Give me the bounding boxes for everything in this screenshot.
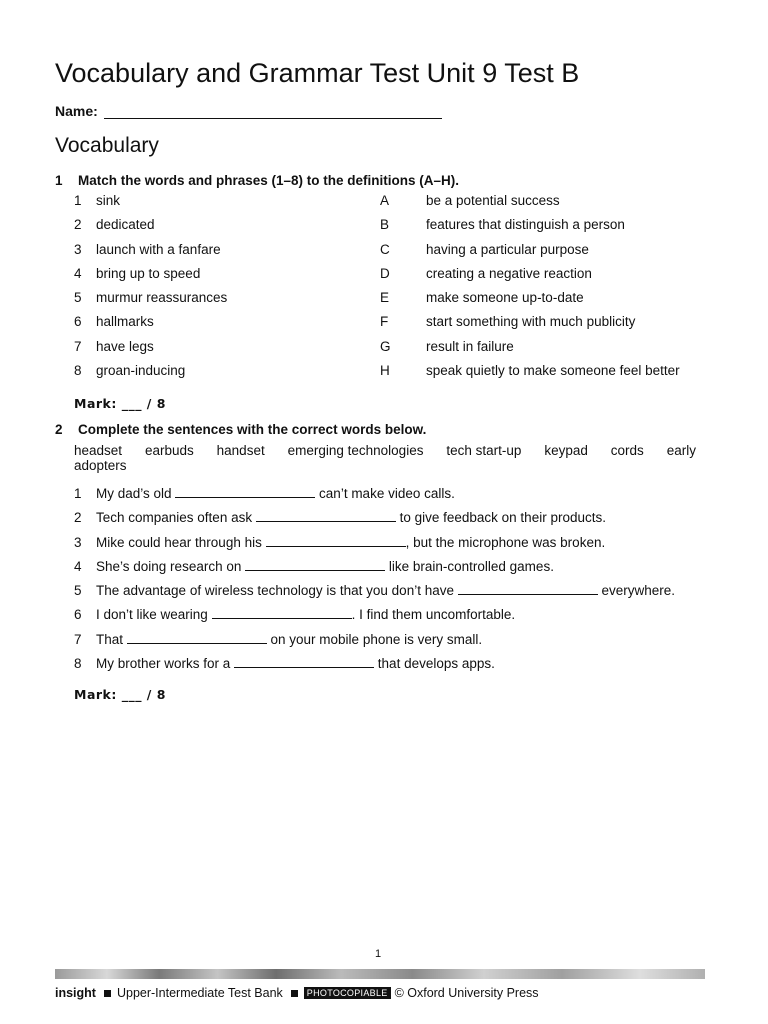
question-1-heading (55, 173, 459, 188)
definition-letter: D (380, 266, 390, 281)
sentence-text: That (96, 632, 127, 647)
definition-text: speak quietly to make someone feel better (426, 363, 680, 378)
sentence-text: The advantage of wireless technology is that you don’t have (96, 583, 458, 598)
sentence-text: . I find them uncomfortable. (351, 607, 516, 622)
section-title: Vocabulary (55, 134, 159, 157)
name-field (55, 103, 442, 119)
item-text: bring up to speed (96, 266, 201, 281)
item-number: 5 (74, 290, 82, 305)
answer-blank[interactable] (212, 606, 352, 619)
page-number: 1 (375, 948, 382, 960)
sentence-number: 7 (74, 632, 82, 647)
definition-text: be a potential success (426, 193, 560, 208)
sentence-item (74, 485, 455, 501)
sentence-text: everywhere. (597, 583, 676, 598)
definition-letter: A (380, 193, 390, 208)
square-bullet-icon (291, 990, 298, 997)
sentence-number: 5 (74, 583, 82, 598)
sentence-text: She’s doing research on (96, 559, 246, 574)
word-bank-item: tech start-up (446, 443, 522, 458)
sentence-text: Tech companies often ask (96, 510, 256, 525)
brand-logo: insight (55, 986, 96, 1000)
answer-blank[interactable] (256, 509, 396, 522)
question-instruction: Complete the sentences with the correct words below. (78, 422, 427, 437)
definition-letter: B (380, 217, 390, 232)
sentence-item (74, 655, 495, 671)
square-bullet-icon (104, 990, 111, 997)
word-bank-item: early (666, 443, 696, 458)
sentence-text: that develops apps. (374, 656, 495, 671)
answer-blank[interactable] (266, 534, 406, 547)
word-bank-item: keypad (544, 443, 588, 458)
footer (55, 986, 539, 1000)
definition-text: result in failure (426, 339, 514, 354)
item-number: 6 (74, 314, 82, 329)
sentence-number: 1 (74, 486, 82, 501)
answer-blank[interactable] (175, 485, 315, 498)
question-2-heading (55, 422, 426, 437)
word-bank-item: emerging technologies (287, 443, 424, 458)
sentence-item (74, 509, 606, 525)
definition-text: start something with much publicity (426, 314, 636, 329)
item-number: 3 (74, 242, 82, 257)
sentence-text: , but the microphone was broken. (405, 535, 606, 550)
definition-text: features that distinguish a person (426, 217, 625, 232)
answer-blank[interactable] (234, 655, 374, 668)
definition-letter: H (380, 363, 390, 378)
answer-blank[interactable] (127, 631, 267, 644)
word-bank-item: headset (74, 443, 123, 458)
sentence-item (74, 534, 605, 550)
definition-letter: E (380, 290, 390, 305)
name-label: Name: (55, 103, 98, 119)
question-1-mark: Mark: ___ / 8 (74, 396, 166, 411)
item-text: murmur reassurances (96, 290, 228, 305)
item-number: 7 (74, 339, 82, 354)
item-number: 8 (74, 363, 82, 378)
word-bank-item: earbuds (144, 443, 194, 458)
sentence-text: on your mobile phone is very small. (266, 632, 483, 647)
photocopiable-badge: PHOTOCOPIABLE (304, 987, 391, 999)
question-2-mark: Mark: ___ / 8 (74, 687, 166, 702)
sentence-number: 4 (74, 559, 82, 574)
publisher-name: © Oxford University Press (394, 986, 539, 1000)
sentence-number: 8 (74, 656, 82, 671)
sentence-text: I don’t like wearing (96, 607, 212, 622)
answer-blank[interactable] (245, 558, 385, 571)
sentence-number: 6 (74, 607, 82, 622)
word-bank-item: handset (216, 443, 265, 458)
definition-letter: G (380, 339, 391, 354)
item-number: 2 (74, 217, 82, 232)
question-instruction: Match the words and phrases (1–8) to the definitions (A–H). (78, 173, 460, 188)
word-bank-item: cords (610, 443, 644, 458)
item-text: launch with a fanfare (96, 242, 221, 257)
sentence-item (74, 582, 675, 598)
definition-text: creating a negative reaction (426, 266, 592, 281)
word-bank (74, 443, 696, 473)
sentence-text: like brain-controlled games. (385, 559, 554, 574)
product-name: Upper-Intermediate Test Bank (116, 986, 283, 1000)
item-text: hallmarks (96, 314, 154, 329)
name-blank-line (104, 104, 442, 119)
item-text: sink (96, 193, 121, 208)
sentence-text: can’t make video calls. (315, 486, 455, 501)
item-text: have legs (96, 339, 154, 354)
sentence-text: My dad’s old (96, 486, 176, 501)
definition-letter: C (380, 242, 390, 257)
sentence-item (74, 606, 515, 622)
sentence-item (74, 558, 554, 574)
definition-text: make someone up-to-date (426, 290, 584, 305)
page-title: Vocabulary and Grammar Test Unit 9 Test B (55, 58, 580, 88)
item-number: 4 (74, 266, 82, 281)
question-number: 1 (55, 173, 63, 188)
sentence-text: to give feedback on their products. (395, 510, 606, 525)
item-text: dedicated (96, 217, 155, 232)
definition-letter: F (380, 314, 389, 329)
word-bank-item: adopters (74, 458, 127, 473)
sentence-number: 3 (74, 535, 82, 550)
question-number: 2 (55, 422, 63, 437)
item-text: groan-inducing (96, 363, 186, 378)
sentence-number: 2 (74, 510, 82, 525)
item-number: 1 (74, 193, 82, 208)
sentence-text: My brother works for a (96, 656, 235, 671)
word-bank-line (74, 443, 696, 458)
sentence-text: Mike could hear through his (96, 535, 266, 550)
answer-blank[interactable] (458, 582, 598, 595)
sentence-item (74, 631, 482, 647)
footer-photo-strip (55, 969, 705, 979)
definition-text: having a particular purpose (426, 242, 589, 257)
